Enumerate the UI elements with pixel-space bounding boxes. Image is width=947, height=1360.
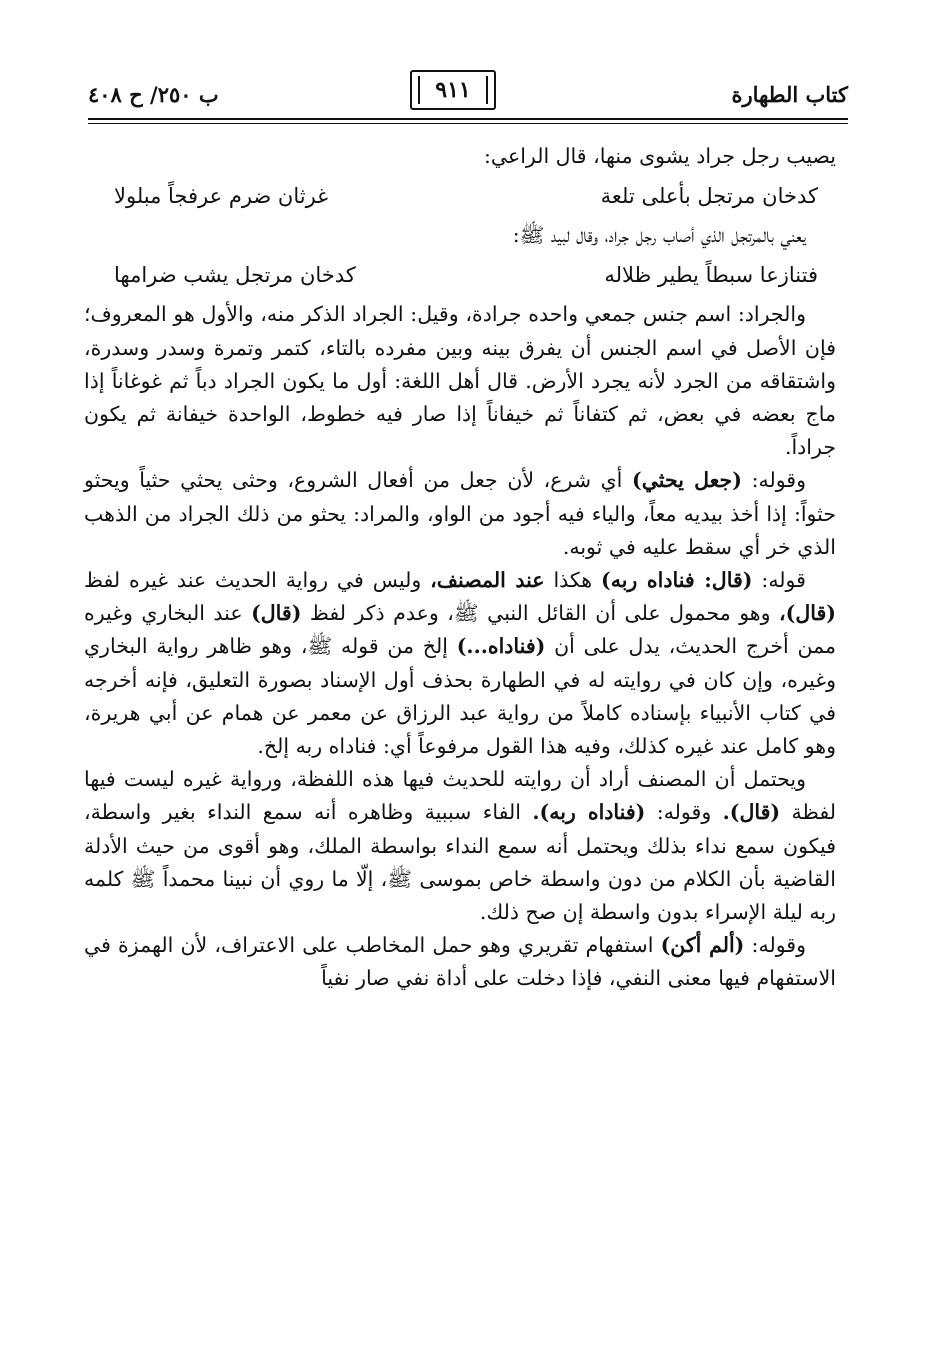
page-body xyxy=(84,140,836,996)
paragraph xyxy=(84,464,836,564)
header-rule-thin xyxy=(88,123,848,124)
verse xyxy=(84,252,836,298)
verse-hemistich: كدخان مرتجل بأعلى تلعة xyxy=(600,184,818,209)
quoted-phrase: (قال) xyxy=(251,601,302,626)
paragraph: والجراد: اسم جنس جمعي واحده جرادة، وقيل: الجراد الذكر منه، والأول هو المعروف؛ فإن الأصل في اسم الجنس أن يفرق بينه وبين مفرده بالتاء، كتمر وتمرة وسدر وسدرة، واشتقاقه من الجرد لأنه يجرد الأرض. قال أهل اللغة: أول ما يكون الجراد دباً ثم غوغاناً إذا ماج بعضه في بعض، ثم كتفاناً ثم خيفاناً إذا صار فيه خطوط، الواحدة خيفانة ثم يكون جراداً. xyxy=(84,302,836,460)
quoted-phrase: عند المصنف، xyxy=(430,568,545,593)
paragraph-text: وقوله: xyxy=(751,468,806,493)
quoted-phrase: (قال: فناداه ربه) xyxy=(601,568,753,593)
paragraph-text: استفهام تقريري وهو حمل المخاطب على الاعتراف، لأن الهمزة في الاستفهام فيها معنى النفي، فإذا دخلت على أداة نفي صار نفياً xyxy=(84,933,836,991)
header-rule xyxy=(88,118,848,120)
text-line: يصيب رجل جراد يشوى منها، قال الراعي: xyxy=(483,144,836,168)
quoted-phrase: (فناداه...) xyxy=(456,634,546,659)
paragraph-text: أي شرع، لأن جعل من أفعال الشروع، وحثى يحثي حثياً ويحثو حثواً: إذا أخذ بيديه معاً، والياء فيه أجود من الواو، والمراد: يحثو من ذلك الجراد من الذهب الذي خر أي سقط عليه في ثوبه. xyxy=(84,468,836,559)
paragraph-text: وقوله: xyxy=(656,800,712,825)
verse xyxy=(84,173,836,219)
verse-hemistich: كدخان مرتجل يشب ضرامها xyxy=(114,263,356,288)
quoted-phrase: (قال). xyxy=(722,800,781,825)
paragraph-text: وقوله: xyxy=(751,933,806,958)
quoted-phrase: (قال)، xyxy=(779,601,836,626)
hadith-reference: ب ٢٥٠/ ح ٤٠٨ xyxy=(88,82,219,107)
paragraph-text: وهو محمول على أن القائل النبي ﷺ، وعدم ذكر لفظ xyxy=(309,601,771,626)
book-title: كتاب الطهارة xyxy=(731,82,848,107)
paragraph-text: الفاء سببية وظاهره أنه سمع النداء بغير واسطة، فيكون سمع نداء بذلك ويحتمل أنه سمع النداء بواسطة الملك، وهو أقوى من حيث الأدلة القاضية بأن الكلام من دون واسطة خاص بموسى ﷺ، إلّا ما روي أن نبينا محمداً ﷺ كلمه ربه ليلة الإسراء بدون واسطة إن صح ذلك. xyxy=(84,800,836,925)
page-header xyxy=(88,70,848,122)
verse-hemistich: غرثان ضرم عرفجاً مبلولا xyxy=(114,184,329,209)
page-number: ٩١١ xyxy=(410,70,496,110)
paragraph xyxy=(84,763,836,929)
paragraph-text: ويحتمل أن المصنف أراد أن روايته للحديث فيها هذه اللفظة، ورواية غيره ليست فيها لفظة xyxy=(84,767,836,825)
quoted-phrase: (فناداه ربه). xyxy=(532,800,646,825)
paragraph-text: وليس في رواية الحديث عند غيره لفظ xyxy=(84,568,422,593)
paragraph-text: قوله: xyxy=(761,568,806,593)
paragraph-text: هكذا xyxy=(553,568,593,593)
paragraph-text: عند البخاري وغيره ممن أخرج الحديث، يدل على أن xyxy=(84,601,836,659)
paragraph xyxy=(84,564,836,763)
text-line: يعني بالمرتجل الذي أصاب رجل جراد، وقال لبيد ﷺ: xyxy=(512,223,806,248)
paragraph-text: إلخ من قوله ﷺ، وهو ظاهر رواية البخاري وغيره، وإن كان في روايته له في الطهارة بحذف أول الإسناد بصورة التعليق، فإنه أخرجه في كتاب الأنبياء بإسناده كاملاً من رواية عبد الرزاق عن معمر عن همام عن أبي هريرة، وهو كامل عند غيره كذلك، وفيه هذا القول مرفوعاً أي: فناداه ربه إلخ. xyxy=(84,634,836,759)
verse-hemistich: فتنازعا سبطاً يطير ظلاله xyxy=(604,263,818,288)
quoted-phrase: (ألم أكن) xyxy=(660,933,745,958)
paragraph xyxy=(84,929,836,995)
quoted-phrase: (جعل يحثي) xyxy=(632,468,742,493)
